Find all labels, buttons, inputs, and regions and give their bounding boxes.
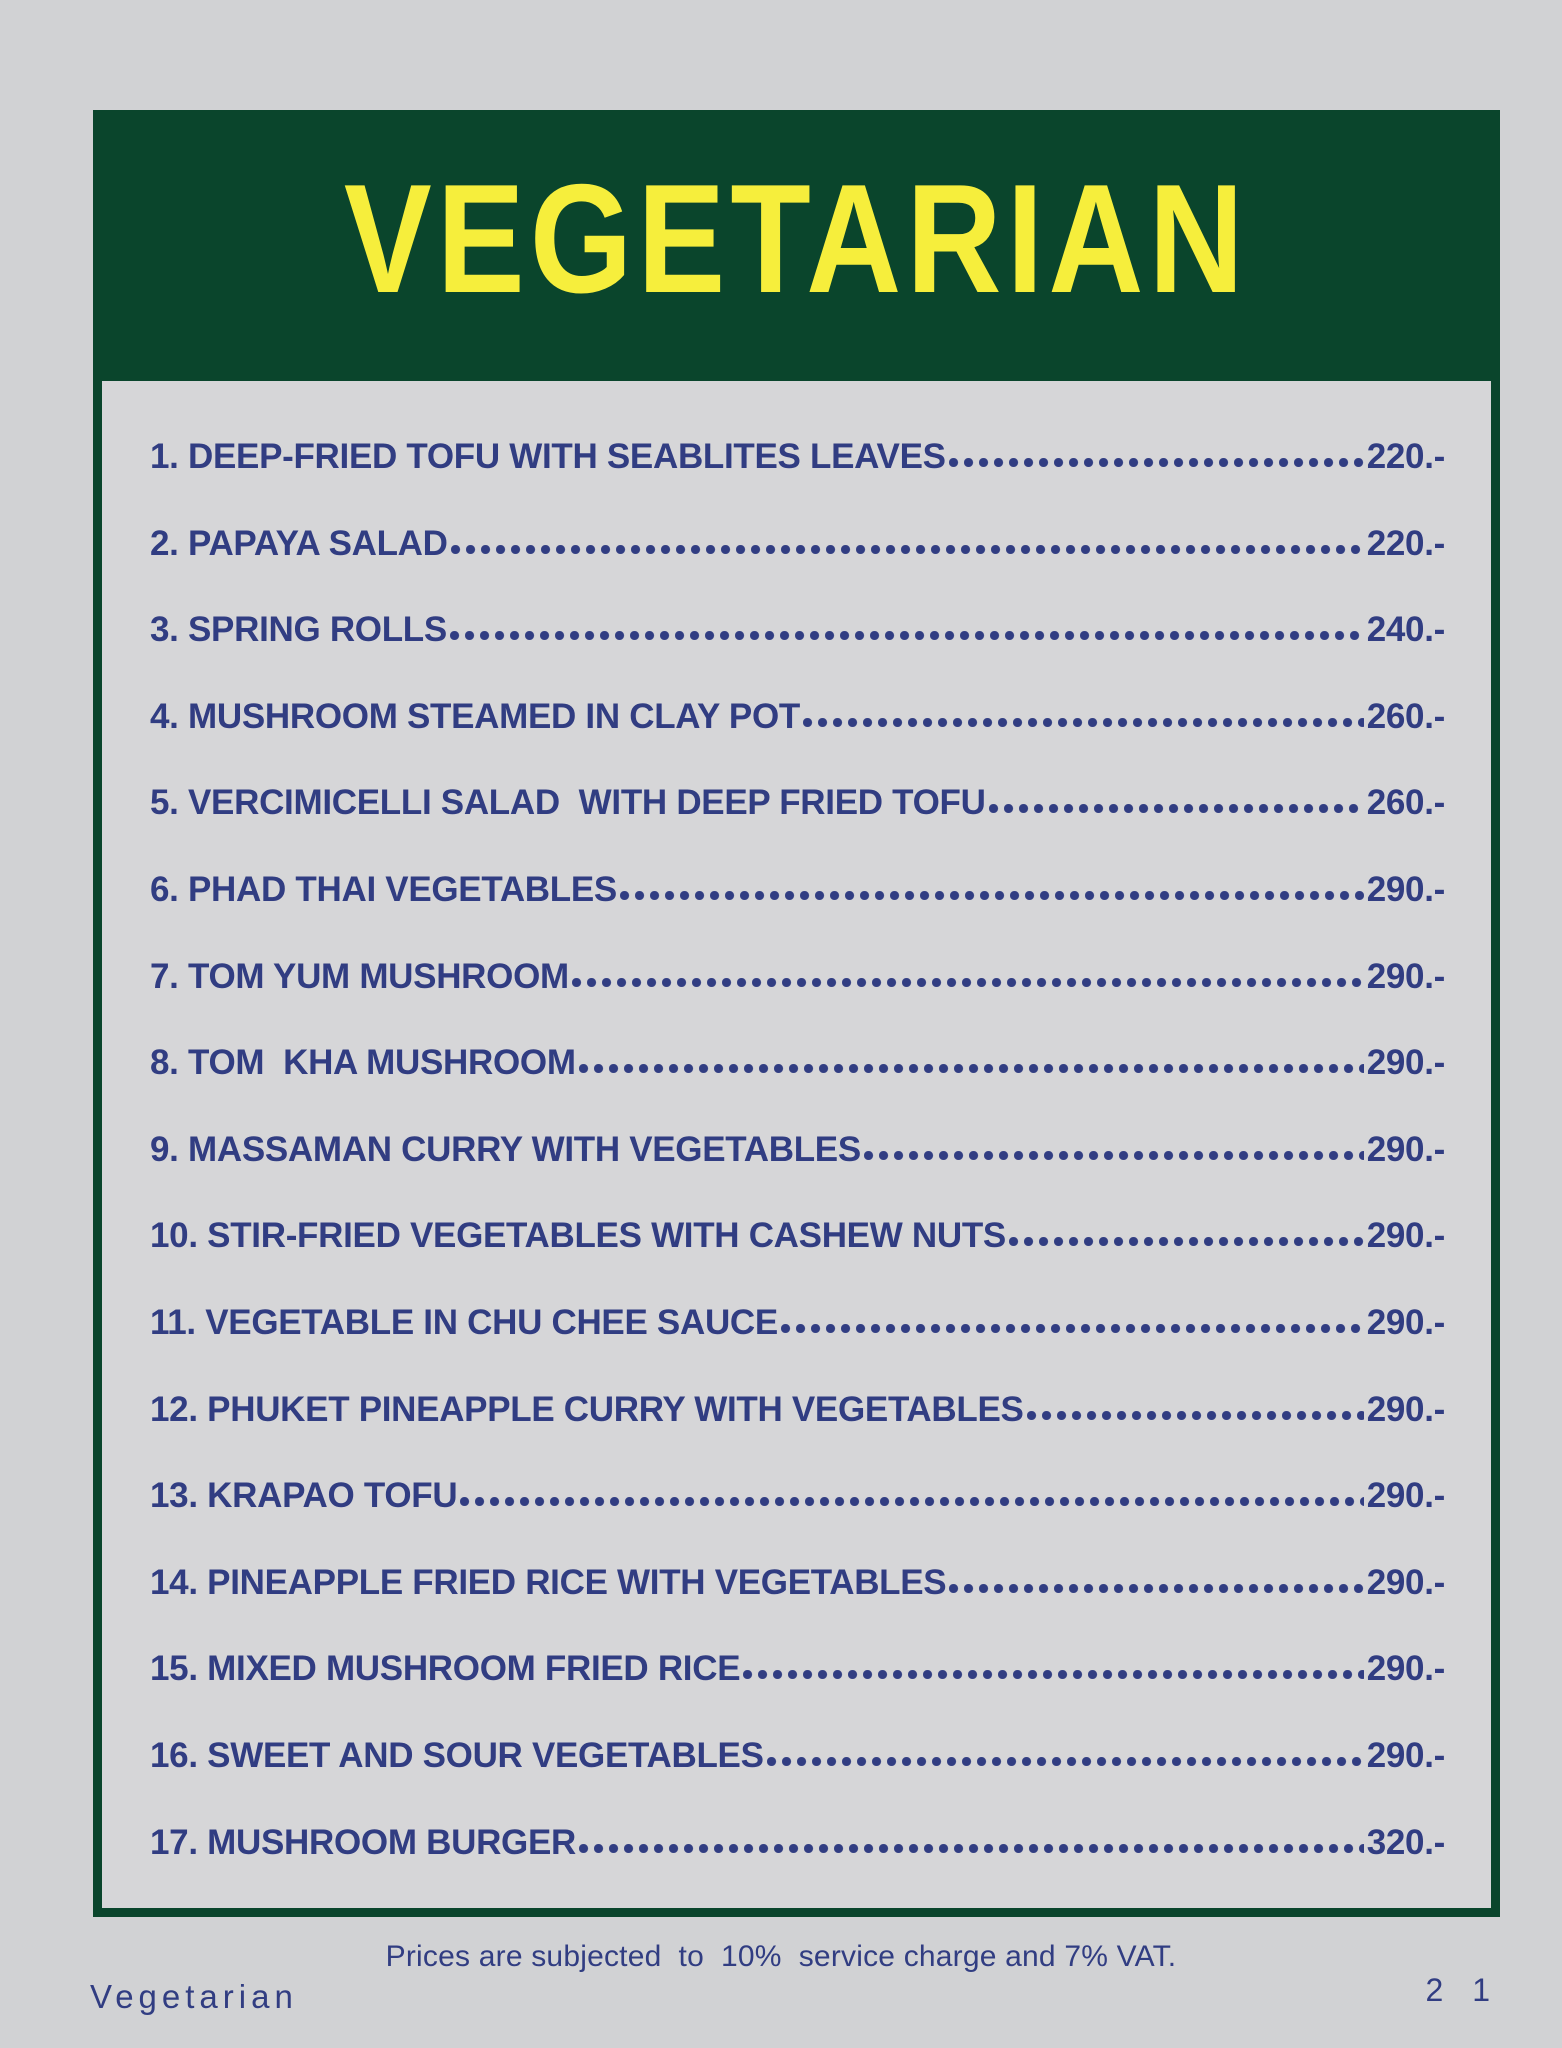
menu-item-price: 290.- bbox=[1366, 1649, 1445, 1689]
dot-leader bbox=[949, 1584, 1363, 1593]
menu-item-price: 260.- bbox=[1366, 783, 1445, 823]
menu-item-row bbox=[150, 612, 1445, 699]
menu-item-name: 11. VEGETABLE IN CHU CHEE SAUCE bbox=[150, 1302, 778, 1342]
menu-item-name: 4. MUSHROOM STEAMED IN CLAY POT bbox=[150, 696, 800, 736]
dot-leader bbox=[1009, 1237, 1364, 1246]
menu-item-row bbox=[150, 1478, 1445, 1565]
menu-header bbox=[93, 110, 1500, 381]
menu-item-name: 16. SWEET AND SOUR VEGETABLES bbox=[150, 1735, 764, 1775]
menu-item-price: 290.- bbox=[1366, 1476, 1445, 1516]
menu-item-row bbox=[150, 1389, 1445, 1479]
menu-item-price: 260.- bbox=[1366, 696, 1445, 736]
menu-item-name: 5. VERCIMICELLI SALAD WITH DEEP FRIED TOFU bbox=[150, 783, 986, 823]
menu-item-name: 9. MASSAMAN CURRY WITH VEGETABLES bbox=[150, 1129, 861, 1169]
menu-item-name: 12. PHUKET PINEAPPLE CURRY WITH VEGETABLES bbox=[150, 1389, 1024, 1429]
menu-item-name: 2. PAPAYA SALAD bbox=[150, 523, 448, 563]
menu-item-row bbox=[150, 956, 1445, 1046]
menu-list bbox=[102, 381, 1491, 1908]
dot-leader bbox=[1027, 1411, 1364, 1420]
menu-item-row bbox=[150, 1822, 1445, 1912]
menu-item-price: 290.- bbox=[1366, 956, 1445, 996]
menu-item-price: 220.- bbox=[1366, 523, 1445, 563]
menu-item-price: 290.- bbox=[1366, 1302, 1445, 1342]
page-number: 2 1 bbox=[1425, 1972, 1500, 2008]
dot-leader bbox=[579, 1064, 1364, 1073]
menu-item-price: 290.- bbox=[1366, 869, 1445, 909]
dot-leader bbox=[451, 545, 1364, 554]
menu-item-name: 13. KRAPAO TOFU bbox=[150, 1476, 458, 1516]
menu-item-row bbox=[150, 439, 1445, 526]
menu-item-row bbox=[150, 1218, 1445, 1305]
menu-item-name: 1. DEEP-FRIED TOFU WITH SEABLITES LEAVES bbox=[150, 437, 946, 476]
menu-item-name: 7. TOM YUM MUSHROOM bbox=[150, 956, 569, 996]
footer-section-label: Vegetarian bbox=[90, 1978, 298, 2015]
menu-item-row bbox=[150, 869, 1445, 959]
menu-item-price: 290.- bbox=[1366, 1043, 1445, 1083]
menu-item-price: 290.- bbox=[1366, 1562, 1445, 1602]
dot-leader bbox=[460, 1497, 1363, 1506]
menu-item-row bbox=[150, 1129, 1445, 1219]
dot-leader bbox=[767, 1757, 1364, 1766]
dot-leader bbox=[949, 458, 1364, 467]
menu-item-row bbox=[150, 785, 1445, 872]
dot-leader bbox=[989, 804, 1364, 813]
menu-item-name: 15. MIXED MUSHROOM FRIED RICE bbox=[150, 1649, 741, 1689]
menu-item-price: 290.- bbox=[1366, 1735, 1445, 1775]
dot-leader bbox=[743, 1670, 1363, 1679]
dot-leader bbox=[864, 1151, 1364, 1160]
dot-leader bbox=[572, 978, 1364, 987]
dot-leader bbox=[781, 1324, 1364, 1333]
menu-item-name: 17. MUSHROOM BURGER bbox=[150, 1822, 577, 1862]
menu-title: VEGETARIAN bbox=[343, 152, 1249, 325]
menu-item-name: 3. SPRING ROLLS bbox=[150, 610, 447, 650]
menu-item-name: 10. STIR-FRIED VEGETABLES WITH CASHEW NUTS bbox=[150, 1216, 1006, 1256]
footer-note: Prices are subjected to 10% service charge and 7% VAT. bbox=[385, 1940, 1177, 1973]
menu-item-price: 290.- bbox=[1366, 1129, 1445, 1169]
menu-item-price: 320.- bbox=[1366, 1822, 1445, 1862]
menu-item-name: 6. PHAD THAI VEGETABLES bbox=[150, 869, 617, 909]
menu-card bbox=[93, 110, 1500, 1917]
menu-item-row bbox=[150, 1735, 1445, 1825]
dot-leader bbox=[803, 718, 1364, 727]
menu-item-name: 14. PINEAPPLE FRIED RICE WITH VEGETABLES bbox=[150, 1562, 947, 1602]
menu-item-price: 290.- bbox=[1366, 1216, 1445, 1256]
menu-item-price: 240.- bbox=[1366, 610, 1445, 650]
dot-leader bbox=[620, 891, 1364, 900]
menu-item-row bbox=[150, 1562, 1445, 1652]
dot-leader bbox=[450, 631, 1364, 640]
menu-item-row bbox=[150, 696, 1445, 786]
dot-leader bbox=[579, 1844, 1364, 1853]
menu-item-price: 290.- bbox=[1366, 1389, 1445, 1429]
menu-item-row bbox=[150, 523, 1445, 613]
menu-item-row bbox=[150, 1651, 1445, 1738]
menu-item-price: 220.- bbox=[1366, 437, 1445, 476]
menu-item-name: 8. TOM KHA MUSHROOM bbox=[150, 1043, 576, 1083]
menu-item-row bbox=[150, 1302, 1445, 1392]
menu-item-row bbox=[150, 1045, 1445, 1132]
